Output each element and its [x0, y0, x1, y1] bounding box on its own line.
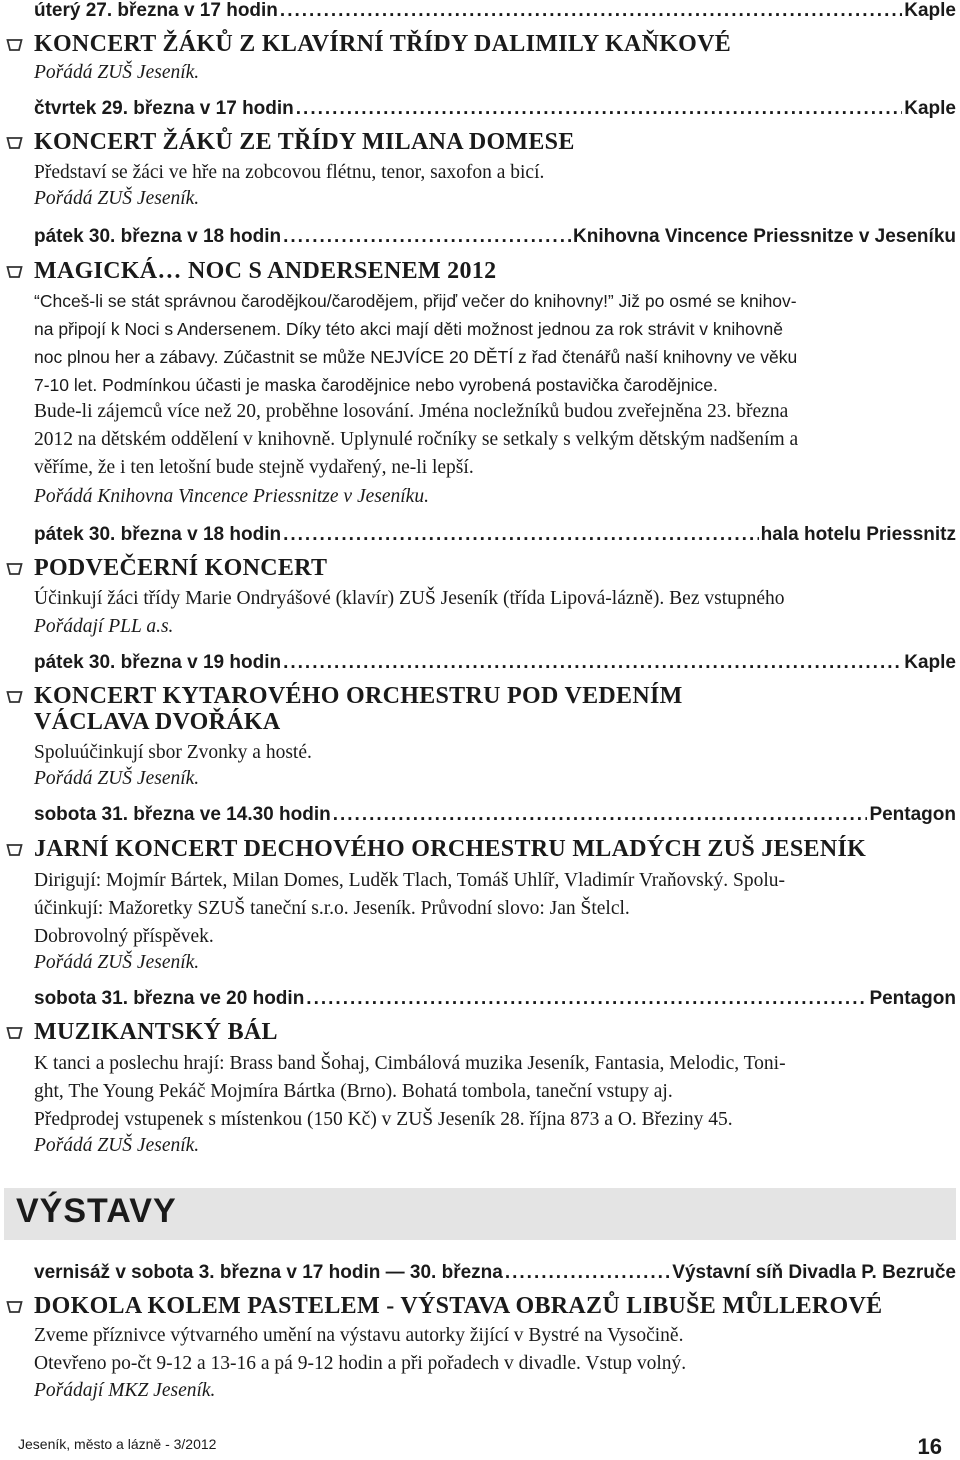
event-description-line: Otevřeno po-čt 9-12 a 13-16 a pá 9-12 hodin a při pořadech v divadle. Vstup volný. [34, 1353, 687, 1374]
event-bullet-icon [6, 265, 23, 279]
event-organizer: Pořádá ZUŠ Jeseník. [34, 952, 200, 973]
event-description-line: Účinkují žáci třídy Marie Ondryášové (klavír) ZUŠ Jeseník (třída Lipová-lázně). Bez vstupného [34, 588, 785, 609]
event-bullet-icon [6, 1300, 23, 1314]
event-date: pátek 30. března v 18 hodin [34, 226, 282, 247]
section-title: VÝSTAVY [16, 1192, 177, 1230]
event-organizer: Pořádá ZUŠ Jeseník. [34, 768, 200, 789]
event-date-line [34, 1262, 956, 1288]
event-title: VÁCLAVA DVOŘÁKA [34, 709, 281, 735]
event-venue: Pentagon [869, 988, 956, 1009]
event-description-line: “Chceš-li se stát správnou čarodějkou/čarodějem, přijď večer do knihovny!” Již po osmé se knihov- [34, 291, 797, 311]
event-description-line: Zveme příznivce výtvarného umění na výstavu autorky žijící v Bystré na Vysočině. [34, 1325, 684, 1346]
event-title: KONCERT ŽÁKŮ ZE TŘÍDY MILANA DOMESE [34, 129, 575, 155]
leader-dots [283, 652, 902, 674]
event-title: KONCERT ŽÁKŮ Z KLAVÍRNÍ TŘÍDY DALIMILY KAŇKOVÉ [34, 31, 732, 57]
event-title: PODVEČERNÍ KONCERT [34, 555, 328, 581]
event-description-line: 2012 na dětském oddělení v knihovně. Uplynulé ročníky se setkaly s velkým dětským nadšením a [34, 429, 799, 450]
event-date: pátek 30. března v 18 hodin [34, 524, 282, 545]
leader-dots [333, 804, 868, 826]
event-title: MAGICKÁ… NOC S ANDERSENEM 2012 [34, 258, 497, 284]
event-date: sobota 31. března ve 20 hodin [34, 988, 305, 1009]
event-title: JARNÍ KONCERT DECHOVÉHO ORCHESTRU MLADÝCH ZUŠ JESENÍK [34, 836, 867, 862]
event-bullet-icon [6, 38, 23, 52]
event-organizer: Pořádají PLL a.s. [34, 616, 174, 637]
event-date: sobota 31. března ve 14.30 hodin [34, 804, 331, 825]
event-venue: Kaple [904, 0, 956, 21]
event-description-line: na připojí k Noci s Andersenem. Díky této akci mají děti možnost jednou za rok strávit v knihovně [34, 319, 783, 339]
event-date: čtvrtek 29. března v 17 hodin [34, 98, 294, 119]
event-date-line [34, 0, 956, 26]
event-date: vernisáž v sobota 3. března v 17 hodin — 30. března [34, 1262, 503, 1283]
event-description-line: Bude-li zájemců více než 20, proběhne losování. Jména nocležníků budou zveřejněna 23. března [34, 401, 789, 422]
event-description-line: Předprodej vstupenek s místenkou (150 Kč) v ZUŠ Jeseník 28. října 873 a O. Březiny 45. [34, 1109, 733, 1130]
event-description-line: účinkují: Mažoretky SZUŠ taneční s.r.o. Jeseník. Průvodní slovo: Jan Štelcl. [34, 898, 630, 919]
event-organizer: Pořádá Knihovna Vincence Priessnitze v Jeseníku. [34, 486, 429, 507]
event-date: úterý 27. března v 17 hodin [34, 0, 278, 21]
leader-dots [505, 1262, 670, 1284]
event-description-line: K tanci a poslechu hrají: Brass band Šohaj, Cimbálová muzika Jeseník, Fantasia, Melodic, Toni- [34, 1053, 786, 1074]
event-venue: hala hotelu Priessnitz [760, 524, 956, 545]
event-title: KONCERT KYTAROVÉHO ORCHESTRU POD VEDENÍM [34, 683, 683, 709]
leader-dots [280, 0, 902, 22]
event-bullet-icon [6, 562, 23, 576]
leader-dots [283, 524, 759, 546]
leader-dots [296, 98, 902, 120]
event-description-line: věříme, že i ten letošní bude stejně vydařený, ne-li lepší. [34, 457, 474, 478]
leader-dots [306, 988, 867, 1010]
event-date-line [34, 988, 956, 1014]
event-organizer: Pořádají MKZ Jeseník. [34, 1380, 216, 1401]
footer-publication: Jeseník, město a lázně - 3/2012 [18, 1436, 217, 1452]
event-venue: Kaple [904, 98, 956, 119]
event-organizer: Pořádá ZUŠ Jeseník. [34, 188, 200, 209]
event-date-line [34, 98, 956, 124]
leader-dots [283, 226, 571, 248]
event-venue: Pentagon [869, 804, 956, 825]
event-title: DOKOLA KOLEM PASTELEM - VÝSTAVA OBRAZŮ LIBUŠE MŮLLEROVÉ [34, 1293, 883, 1319]
event-bullet-icon [6, 1026, 23, 1040]
event-bullet-icon [6, 690, 23, 704]
event-date-line [34, 226, 956, 252]
event-description-line: Dobrovolný příspěvek. [34, 926, 214, 947]
event-venue: Knihovna Vincence Priessnitze v Jeseníku [573, 226, 956, 247]
event-date-line [34, 524, 956, 550]
event-description-line: noc plnou her a zábavy. Zúčastnit se může NEJVÍCE 20 DĚTÍ z řad čtenářů naší knihovny ve věku [34, 347, 798, 367]
event-venue: Kaple [904, 652, 956, 673]
event-organizer: Pořádá ZUŠ Jeseník. [34, 1135, 200, 1156]
event-description-line: ght, The Young Pekáč Mojmíra Bártka (Brno). Bohatá tombola, taneční vstupy aj. [34, 1081, 673, 1102]
event-date-line [34, 652, 956, 678]
event-venue: Výstavní síň Divadla P. Bezruče [672, 1262, 956, 1283]
event-bullet-icon [6, 136, 23, 150]
event-organizer: Pořádá ZUŠ Jeseník. [34, 62, 200, 83]
event-date: pátek 30. března v 19 hodin [34, 652, 282, 673]
page-number: 16 [917, 1434, 942, 1459]
event-title: MUZIKANTSKÝ BÁL [34, 1019, 278, 1045]
event-description-line: Představí se žáci ve hře na zobcovou flétnu, tenor, saxofon a bicí. [34, 162, 545, 183]
event-description-line: Spoluúčinkují sbor Zvonky a hosté. [34, 742, 312, 763]
event-date-line [34, 804, 956, 830]
event-description-line: Dirigují: Mojmír Bártek, Milan Domes, Luděk Tlach, Tomáš Uhlíř, Vladimír Vraňovský. Spolu- [34, 870, 786, 891]
event-description-line: 7-10 let. Podmínkou účasti je maska čarodějnice nebo vyrobená postavička čarodějnice. [34, 375, 718, 395]
event-bullet-icon [6, 843, 23, 857]
